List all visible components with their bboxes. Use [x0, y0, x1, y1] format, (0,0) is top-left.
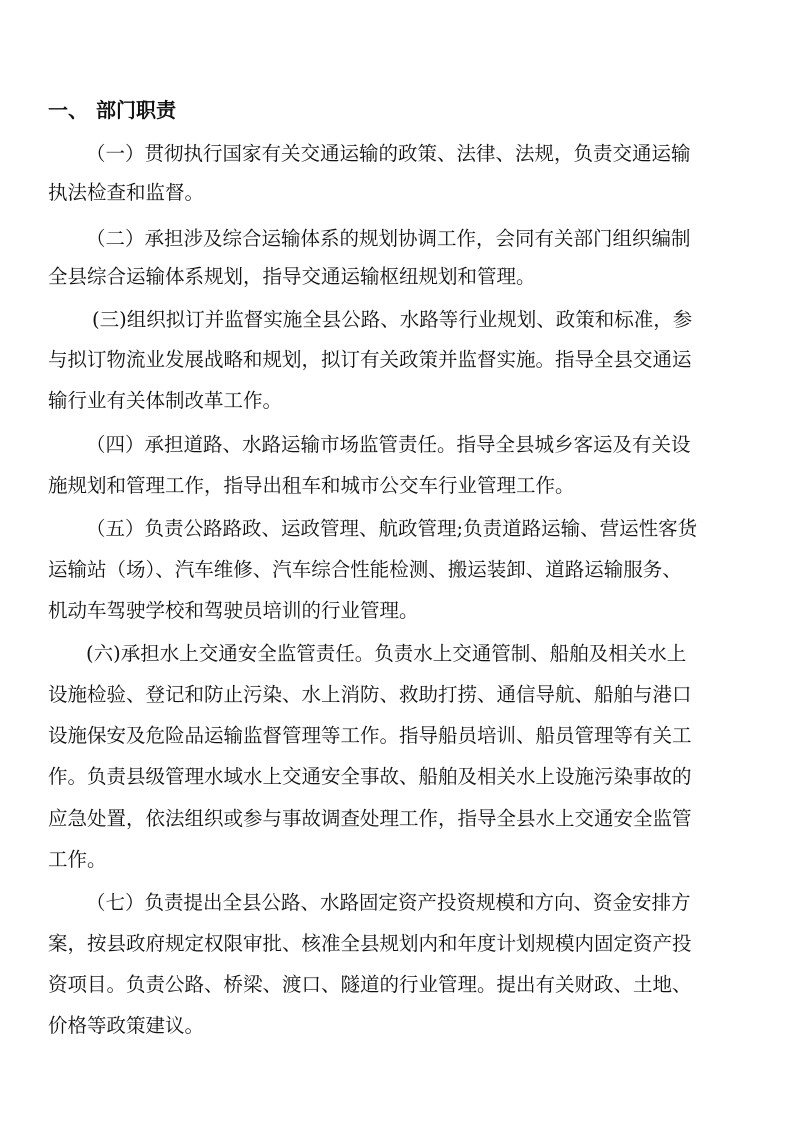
- paragraph-1-line-2: 执法检查和监督。: [48, 181, 205, 204]
- paragraph-5-line-1: （五）负责公路路政、运政管理、航政管理;负责道路运输、营运性客货: [86, 517, 698, 540]
- section-title: 部门职责: [96, 98, 176, 122]
- paragraph-6-line-6: 工作。: [48, 848, 107, 871]
- paragraph-2-line-1: （二）承担涉及综合运输体系的规划协调工作，会同有关部门组织编制: [86, 227, 691, 250]
- section-heading: [48, 95, 176, 125]
- paragraph-6-line-5: 应急处置，依法组织或参与事故调查处理工作，指导全县水上交通安全监管: [48, 807, 692, 830]
- paragraph-3-line-2: 与拟订物流业发展战略和规划，拟订有关政策并监督实施。指导全县交通运: [48, 348, 692, 371]
- paragraph-5-line-3: 机动车驾驶学校和驾驶员培训的行业管理。: [48, 599, 419, 622]
- paragraph-4-line-1: （四）承担道路、水路运输市场监管责任。指导全县城乡客运及有关设: [86, 433, 691, 456]
- paragraph-3-line-1: (三)组织拟订并监督实施全县公路、水路等行业规划、政策和标准，参: [92, 308, 693, 331]
- paragraph-1-line-1: （一）贯彻执行国家有关交通运输的政策、法律、法规，负责交通运输: [86, 142, 691, 165]
- paragraph-6-line-3: 设施保安及危险品运输监督管理等工作。指导船员培训、船员管理等有关工: [48, 724, 692, 747]
- paragraph-7-line-4: 价格等政策建议。: [48, 1014, 205, 1037]
- paragraph-6-line-4: 作。负责县级管理水域水上交通安全事故、船舶及相关水上设施污染事故的: [48, 765, 692, 788]
- paragraph-2-line-2: 全县综合运输体系规划，指导交通运输枢纽规划和管理。: [48, 265, 536, 288]
- paragraph-7-line-1: （七）负责提出全县公路、水路固定资产投资规模和方向、资金安排方: [86, 891, 691, 914]
- paragraph-6-line-1: (六)承担水上交通安全监管责任。负责水上交通管制、船舶及相关水上: [86, 642, 687, 665]
- paragraph-5-line-2: 运输站（场）、汽车维修、汽车综合性能检测、搬运装卸、道路运输服务、: [48, 558, 682, 581]
- paragraph-7-line-2: 案，按县政府规定权限审批、核准全县规划内和年度计划规模内固定资产投: [48, 932, 692, 955]
- paragraph-6-line-2: 设施检验、登记和防止污染、水上消防、救助打捞、通信导航、船舶与港口: [48, 683, 692, 706]
- section-number: 一、: [48, 98, 88, 122]
- paragraph-3-line-3: 输行业有关体制改革工作。: [48, 389, 283, 412]
- paragraph-4-line-2: 施规划和管理工作，指导出租车和城市公交车行业管理工作。: [48, 474, 575, 497]
- paragraph-7-line-3: 资项目。负责公路、桥梁、渡口、隧道的行业管理。提出有关财政、土地、: [48, 973, 692, 996]
